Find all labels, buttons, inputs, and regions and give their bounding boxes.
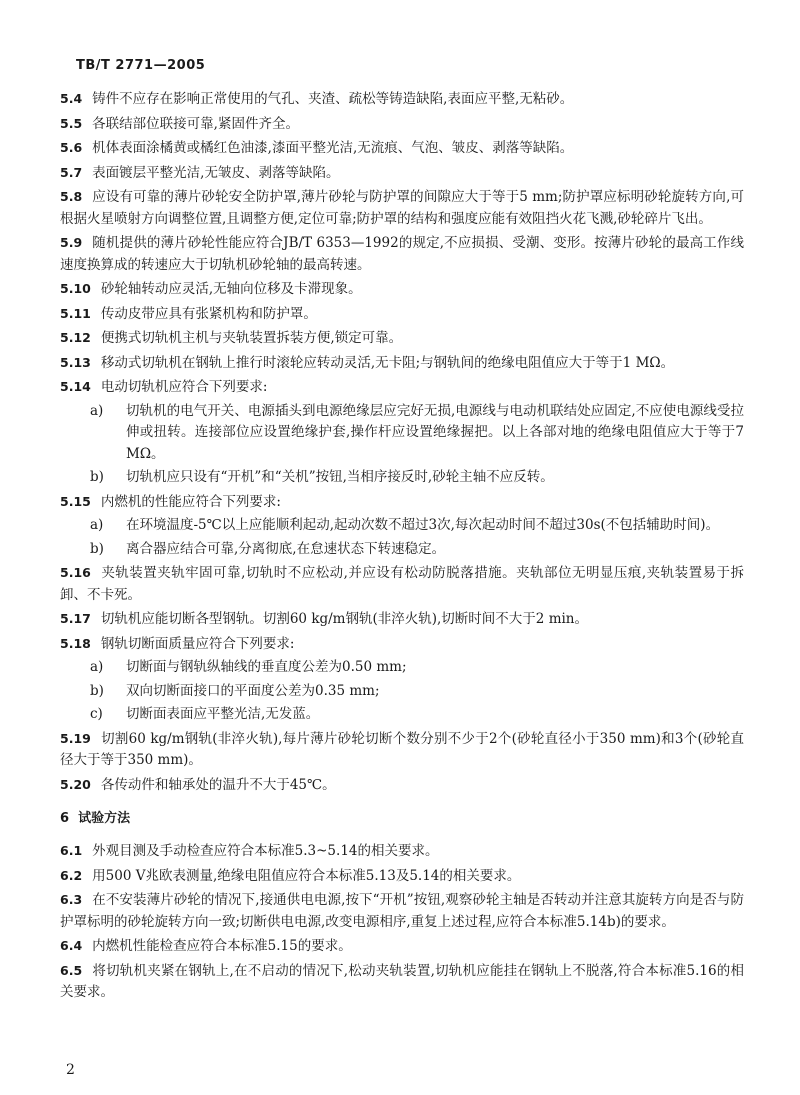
clause — [60, 935, 744, 958]
clause-number: 5.10 — [60, 281, 91, 296]
list-item-text: 切轨机应只设有“开机”和“关机”按钮,当相序接反时,砂轮主轴不应反转。 — [126, 469, 554, 485]
clause-text: 外观目测及手动检查应符合本标准5.3~5.14的相关要求。 — [92, 843, 439, 859]
clause — [60, 608, 744, 631]
clause-text: 各联结部位联接可靠,紧固件齐全。 — [92, 115, 299, 132]
clause-text: 钢轨切断面质量应符合下列要求: — [100, 635, 295, 652]
clause-number: 5.9 — [60, 235, 83, 250]
clause-number: 5.14 — [60, 379, 91, 394]
clause-number: 6.5 — [60, 962, 83, 978]
list-item-text: 在环境温度-5℃以上应能顺利起动,起动次数不超过3次,每次起动时间不超过30s(不包括辅助时间)。 — [126, 517, 720, 533]
list-item-label: a) — [90, 659, 104, 675]
clause — [60, 774, 744, 797]
clause-5-15 — [60, 491, 744, 514]
list-item-text: 切断面表面应平整光洁,无发蓝。 — [126, 706, 320, 722]
clause-number: 5.16 — [60, 565, 91, 580]
clause-number: 6.1 — [60, 843, 83, 858]
list-item — [60, 681, 744, 703]
clause-number: 6.3 — [60, 892, 83, 907]
list-item — [60, 401, 744, 466]
clause-number: 5.5 — [60, 115, 83, 131]
clause-text: 各传动件和轴承处的温升不大于45℃。 — [100, 776, 336, 793]
list-item-text: 切断面与钢轨纵轴线的垂直度公差为0.50 mm; — [126, 659, 407, 675]
list-item — [60, 657, 744, 679]
clause-text: 砂轮轴转动应灵活,无轴向位移及卡滞现象。 — [100, 281, 362, 297]
clause — [60, 327, 744, 350]
clause-number: 6.4 — [60, 938, 83, 953]
clause-number: 5.13 — [60, 354, 91, 370]
clause — [60, 88, 744, 111]
clause — [60, 562, 744, 606]
list-item-text: 离合器应结合可靠,分离彻底,在怠速状态下转速稳定。 — [126, 540, 446, 557]
clause-text: 传动皮带应具有张紧机构和防护罩。 — [100, 305, 317, 322]
page-number: 2 — [66, 1062, 75, 1078]
clause — [60, 840, 744, 863]
clause — [60, 352, 744, 375]
clause-number: 5.18 — [60, 635, 91, 651]
clause-number: 6.2 — [60, 867, 83, 883]
clause-number: 5.12 — [60, 330, 91, 345]
list-item — [60, 467, 744, 489]
clause-text: 内燃机性能检查应符合本标准5.15的要求。 — [92, 938, 352, 954]
section-heading-6 — [60, 808, 744, 830]
clause-number: 5.7 — [60, 164, 83, 180]
clause-text: 随机提供的薄片砂轮性能应符合JB/T 6353—1992的规定,不应损损、受潮、变形。按薄片砂轮的最高工作线速度换算成的转速应大于切轨机砂轮轴的最高转速。 — [60, 235, 744, 273]
list-item-text: 双向切断面接口的平面度公差为0.35 mm; — [126, 682, 380, 699]
clause-text: 在不安装薄片砂轮的情况下,接通供电电源,按下“开机”按钮,观察砂轮主轴是否转动并注意其旋转方向是否与防护罩标明的砂轮旋转方向一致;切断供电电源,改变电源相序,重复上述过程,应符合本标准5.14b)的要求。 — [60, 892, 744, 930]
clause-number: 5.4 — [60, 91, 83, 106]
standard-header: TB/T 2771—2005 — [76, 58, 206, 73]
clause-number: 5.17 — [60, 611, 91, 626]
clause-number: 5.6 — [60, 140, 83, 155]
list-item-label: c) — [90, 706, 103, 722]
list-item — [60, 539, 744, 561]
list-item-label: b) — [90, 682, 104, 699]
clause-text: 切轨机应能切断各型钢轨。切割60 kg/m钢轨(非淬火轨),切断时间不大于2 min。 — [100, 611, 589, 627]
clause-text: 夹轨装置夹轨牢固可靠,切轨时不应松动,并应设有松动防脱落措施。夹轨部位无明显压痕,夹轨装置易于拆卸、不卡死。 — [60, 565, 744, 603]
list-item-label: b) — [90, 469, 104, 485]
clause — [60, 278, 744, 301]
clause — [60, 960, 744, 1004]
clause-text: 应设有可靠的薄片砂轮安全防护罩,薄片砂轮与防护罩的间隙应大于等于5 mm;防护罩应标明砂轮旋转方向,可根据火星喷射方向调整位置,且调整方便,定位可靠;防护罩的结构和强度应能有效阻挡火花飞溅,砂轮碎片飞出。 — [60, 189, 744, 227]
clause-number: 5.8 — [60, 189, 83, 204]
clause-text: 用500 V兆欧表测量,绝缘电阻值应符合本标准5.13及5.14的相关要求。 — [92, 867, 521, 884]
list-item-text: 切轨机的电气开关、电源插头到电源绝缘层应完好无损,电源线与电动机联结处应固定,不应使电源线受拉伸或扭转。连接部位应设置绝缘护套,操作杆应设置绝缘握把。以上各部对地的绝缘电阻值应大于等于7 MΩ。 — [126, 402, 744, 462]
list-item-label: b) — [90, 540, 104, 557]
clause-text: 将切轨机夹紧在钢轨上,在不启动的情况下,松动夹轨装置,切轨机应能挂在钢轨上不脱落,符合本标准5.16的相关要求。 — [60, 962, 744, 1000]
clause-text: 内燃机的性能应符合下列要求: — [100, 493, 281, 510]
clause-5-18 — [60, 633, 744, 656]
clause-text: 表面镀层平整光洁,无皱皮、剥落等缺陷。 — [92, 164, 340, 181]
clause — [60, 728, 744, 772]
clause — [60, 186, 744, 230]
clause-number: 5.11 — [60, 305, 91, 321]
clause-text: 便携式切轨机主机与夹轨装置拆装方便,锁定可靠。 — [100, 330, 403, 346]
clause — [60, 889, 744, 933]
clause — [60, 865, 744, 888]
section-number: 6 — [60, 811, 70, 826]
list-item-label: a) — [90, 517, 104, 533]
list-item — [60, 515, 744, 537]
clause — [60, 162, 744, 185]
clause — [60, 232, 744, 276]
list-item-label: a) — [90, 402, 104, 419]
clause-text: 移动式切轨机在钢轨上推行时滚轮应转动灵活,无卡阻;与钢轨间的绝缘电阻值应大于等于1 MΩ。 — [100, 354, 675, 371]
clause — [60, 113, 744, 136]
clause-text: 机体表面涂橘黄或橘红色油漆,漆面平整光洁,无流痕、气泡、皱皮、剥落等缺陷。 — [92, 140, 574, 156]
list-item — [60, 704, 744, 726]
document-body — [60, 88, 744, 1006]
clause-number: 5.20 — [60, 776, 91, 792]
clause-text: 铸件不应存在影响正常使用的气孔、夹渣、疏松等铸造缺陷,表面应平整,无粘砂。 — [92, 91, 574, 107]
clause-number: 5.15 — [60, 493, 91, 509]
clause — [60, 137, 744, 160]
clause-text: 切割60 kg/m钢轨(非淬火轨),每片薄片砂轮切断个数分别不少于2个(砂轮直径小于350 mm)和3个(砂轮直径大于等于350 mm)。 — [60, 730, 744, 768]
clause-text: 电动切轨机应符合下列要求: — [100, 379, 268, 395]
section-title: 试验方法 — [78, 811, 131, 826]
clause-number: 5.19 — [60, 730, 91, 746]
clause — [60, 303, 744, 326]
clause-5-14 — [60, 376, 744, 399]
